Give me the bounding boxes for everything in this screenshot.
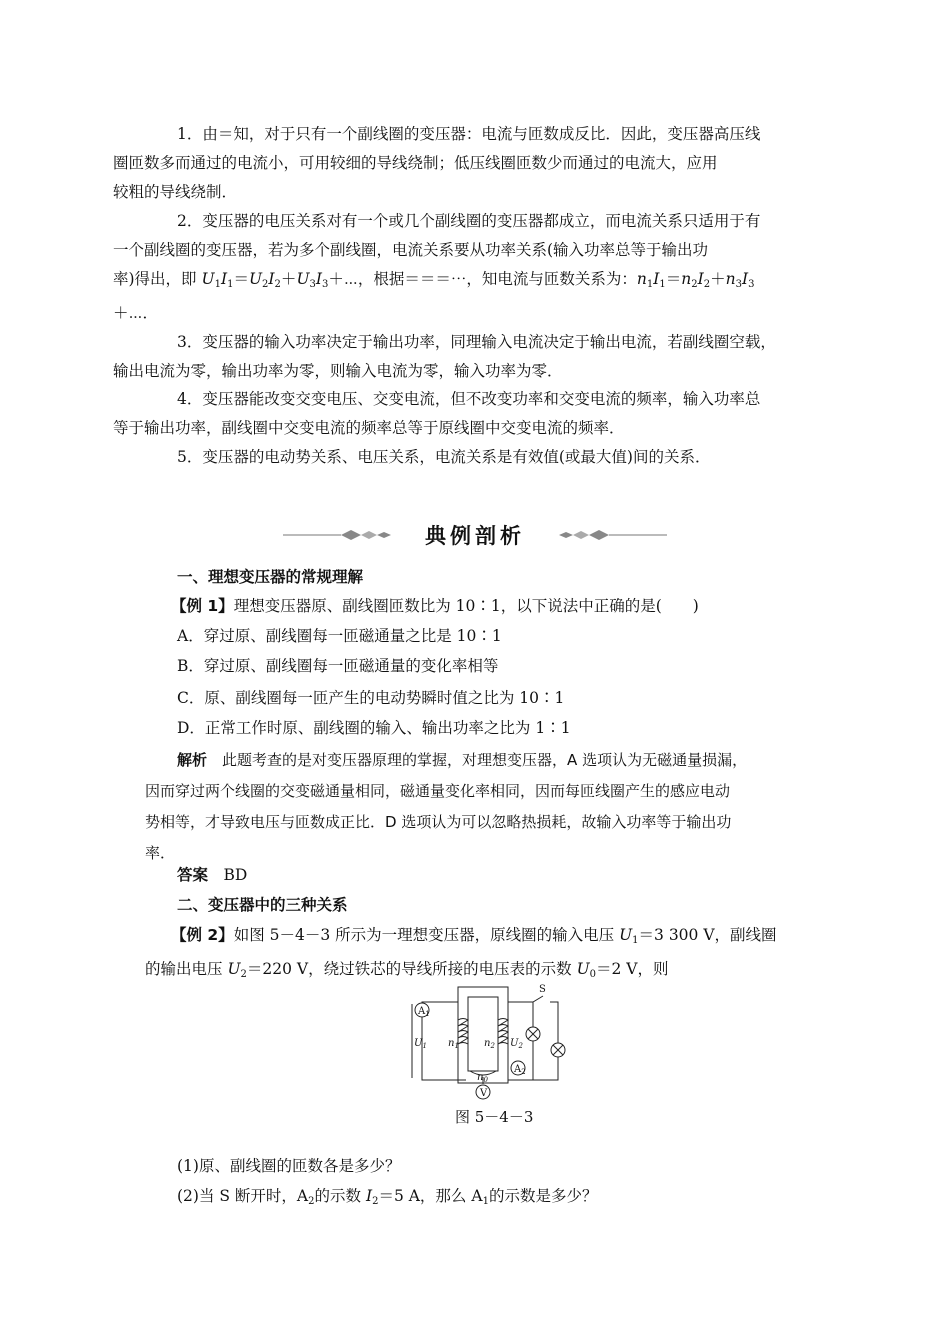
heading-title: 典例剖析 (425, 524, 525, 548)
note-2-line-2: 一个副线圈的变压器，若为多个副线圈，电流关系要从功率关系(输入功率总等于输出功 (113, 241, 709, 259)
example-2-tag: 【例 2】 (171, 926, 234, 944)
section-2-title: 二、变压器中的三种关系 (177, 896, 348, 914)
note-3 (113, 328, 813, 386)
example-1-answer (177, 861, 813, 890)
example-1-analysis (145, 745, 813, 869)
note-2-line-4: ＋⋯． (113, 304, 158, 322)
a1-label: $A_1$ (418, 1006, 430, 1018)
heading-ornament-right (555, 527, 667, 543)
example-1-text: 理想变压器原、副线圈匝数比为 10∶1，以下说法中正确的是( ) (233, 597, 699, 615)
u1-label: $U_1$ (414, 1038, 427, 1050)
n0-label: $n_0$ (477, 1072, 488, 1084)
v-label: V (480, 1088, 488, 1099)
analysis-line-2: 因而穿过两个线圈的交变磁通量相同，磁通量变化率相同，因而每匝线圈产生的感应电动 (145, 782, 731, 800)
note-5-line: 5．变压器的电动势关系、电压关系，电流关系是有效值(或最大值)间的关系． (177, 448, 711, 466)
analysis-line-4: 率． (145, 844, 176, 862)
answer-value: BD (223, 866, 248, 884)
a2-label: $A_2$ (514, 1064, 526, 1076)
example-1-question (171, 592, 813, 621)
note-4 (113, 385, 813, 443)
note-1 (113, 120, 813, 207)
note-1-line-1: 1．由＝知，对于只有一个副线圈的变压器：电流与匝数成反比．因此，变压器高压线 (177, 125, 761, 143)
u2-label: $U_2$ (510, 1038, 523, 1050)
transformer-circuit-figure (408, 982, 578, 1104)
section-1-title: 一、理想变压器的常规理解 (177, 568, 364, 586)
note-1-line-2: 圈匝数多而通过的电流小，可用较细的导线绕制；低压线圈匝数少而通过的电流大，应用 (113, 154, 718, 172)
note-3-line-2: 输出电流为零，输出功率为零，则输入电流为零，输入功率为零． (113, 362, 563, 380)
n1-label: $n_1$ (448, 1038, 459, 1050)
analysis-tag: 解析 (177, 751, 208, 769)
option-d: D．正常工作时原、副线圈的输入、输出功率之比为 1∶1 (177, 719, 571, 737)
note-4-line-1: 4．变压器能改变交变电压、交变电流，但不改变功率和交变电流的频率，输入功率总 (177, 390, 761, 408)
figure-caption: 图 5－4－3 (455, 1108, 534, 1126)
note-3-line-1: 3．变压器的输入功率决定于输出功率，同理输入电流决定于输出电流，若副线圈空载， (177, 333, 776, 351)
answer-tag: 答案 (177, 866, 209, 884)
option-b: B．穿过原、副线圈每一匝磁通量的变化率相等 (177, 657, 499, 675)
option-a: A．穿过原、副线圈每一匝磁通量之比是 10∶1 (177, 627, 502, 645)
example-2-question: 【例 2】如图 5－4－3 所示为一理想变压器，原线圈的输入电压 $U_1=3$ 300 V，副线圈 的输出电压 $U_2=220$ V，绕过铁芯的导线所接的电压表的示数 $U_0=2$ V，则 (145, 926, 777, 980)
option-c: C．原、副线圈每一匝产生的电动势瞬时值之比为 10∶1 (177, 689, 565, 707)
section-heading (283, 518, 667, 552)
note-2-line-3: 率)得出，即 $U_1I_1=U_2I_2+U_3I_3+\cdots$，根据＝＝＝⋯，知电流与匝数关系为：$n_1I_1=n_2I_2+n_3I_3$ (113, 270, 755, 290)
analysis-line-3: 势相等，才导致电压与匝数成正比．D 选项认为可以忽略热损耗，故输入功率等于输出功 (145, 813, 732, 831)
n2-label: $n_2$ (484, 1038, 495, 1050)
note-1-line-3: 较粗的导线绕制． (113, 183, 238, 201)
switch-label: S (539, 984, 546, 995)
note-4-line-2: 等于输出功率，副线圈中交变电流的频率总等于原线圈中交变电流的频率． (113, 419, 625, 437)
sub-question-1: (1)原、副线圈的匝数各是多少？ (177, 1157, 401, 1175)
note-2 (113, 207, 813, 328)
note-2-line-1: 2．变压器的电压关系对有一个或几个副线圈的变压器都成立，而电流关系只适用于有 (177, 212, 761, 230)
analysis-line-1: 此题考查的是对变压器原理的掌握，对理想变压器，A 选项认为无磁通量损漏， (222, 751, 748, 769)
sub-question-2: (2)当 S 断开时，$A_2$的示数 $I_2=5$ A，那么 $A_1$的示数是多少？ (177, 1187, 598, 1207)
note-5 (145, 443, 813, 472)
heading-ornament-left (283, 527, 395, 543)
example-1-tag: 【例 1】 (171, 597, 234, 615)
